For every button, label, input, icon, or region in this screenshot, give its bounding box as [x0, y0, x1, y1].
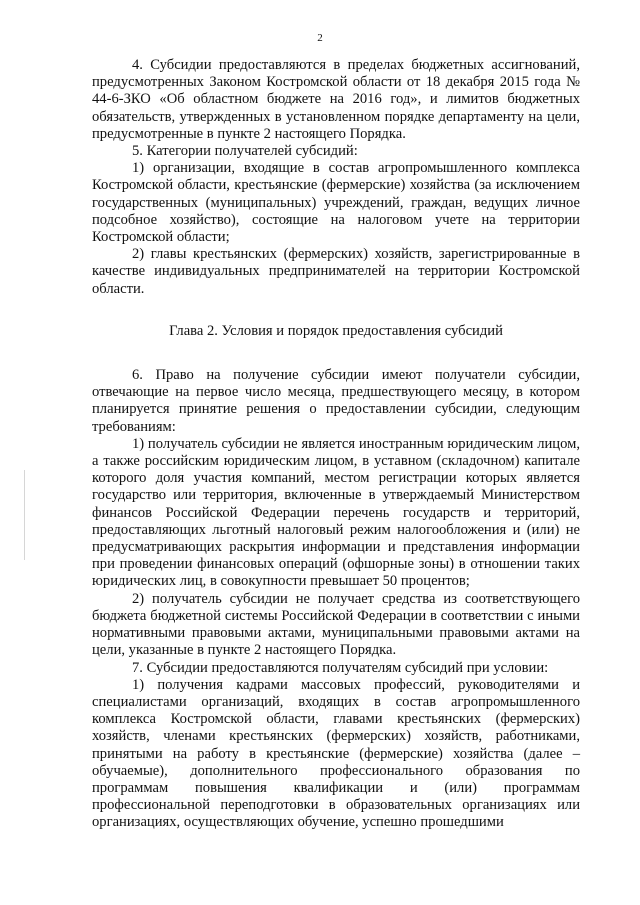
paragraph-7-item-1: 1) получения кадрами массовых профессий, руководителями и специалистами организаций, входящих в состав агропромышленного комплекса Костромской области, главами крестьянских (фермерских) хозяйств, членами крестьянских (фермерских) хозяйств, работниками, принятыми на работу в крестьянские (фермерские) хозяйства (далее – обучаемые), дополнительного профессионального образования по программам повышения квалификации и (или) программам профессиональной переподготовки в образовательных организациях или организациях, осуществляющих обучение, успешно прошедшими: [92, 676, 580, 831]
paragraph-6-item-1: 1) получатель субсидии не является иностранным юридическим лицом, а также российским юридическим лицом, в уставном (складочном) капитале которого доля участия компаний, местом регистрации которых является государство или территория, включенные в утверждаемый Министерством финансов Российской Федерации перечень государств и территорий, предоставляющих льготный налоговый режим налогообложения и (или) не предусматривающих раскрытия информации и представления информации при проведении финансовых операций (офшорные зоны) в отношении таких юридических лиц, в совокупности превышает 50 процентов;: [92, 435, 580, 590]
chapter-heading: Глава 2. Условия и порядок предоставления субсидий: [169, 322, 503, 339]
page-number: 2: [317, 32, 323, 44]
paragraph-5-item-2: 2) главы крестьянских (фермерских) хозяйств, зарегистрированные в качестве индивидуальных предпринимателей на территории Костромской области.: [92, 246, 580, 297]
paragraph-4: 4. Субсидии предоставляются в пределах бюджетных ассигнований, предусмотренных Законом Костромской области от 18 декабря 2015 года № 44-6-ЗКО «Об областном бюджете на 2016 год», и лимитов бюджетных обязательств, утвержденных в установленном порядке департаменту на цели, предусмотренные в пункте 2 настоящего Порядка.: [92, 57, 580, 142]
paragraph-6: 6. Право на получение субсидии имеют получатели субсидии, отвечающие на первое число месяца, предшествующего месяцу, в котором планируется принятие решения о предоставлении субсидии, следующим требованиям:: [92, 367, 580, 435]
scan-margin-mark: [24, 470, 25, 560]
paragraph-5-item-1: 1) организации, входящие в состав агропромышленного комплекса Костромской области, крестьянские (фермерские) хозяйства (за исключением государственных (муниципальных) учреждений, граждан, ведущих личное подсобное хозяйство), состоящие на налоговом учете на территории Костромской области;: [92, 160, 580, 246]
paragraph-7: 7. Субсидии предоставляются получателям субсидий при условии:: [132, 659, 549, 676]
paragraph-6-item-2: 2) получатель субсидии не получает средства из соответствующего бюджета бюджетной системы Российской Федерации в соответствии с иными нормативными правовыми актами, муниципальными правовыми актами на цели, указанные в пункте 2 настоящего Порядка.: [92, 590, 580, 659]
paragraph-5: 5. Категории получателей субсидий:: [132, 143, 358, 160]
document-body: [92, 57, 580, 832]
